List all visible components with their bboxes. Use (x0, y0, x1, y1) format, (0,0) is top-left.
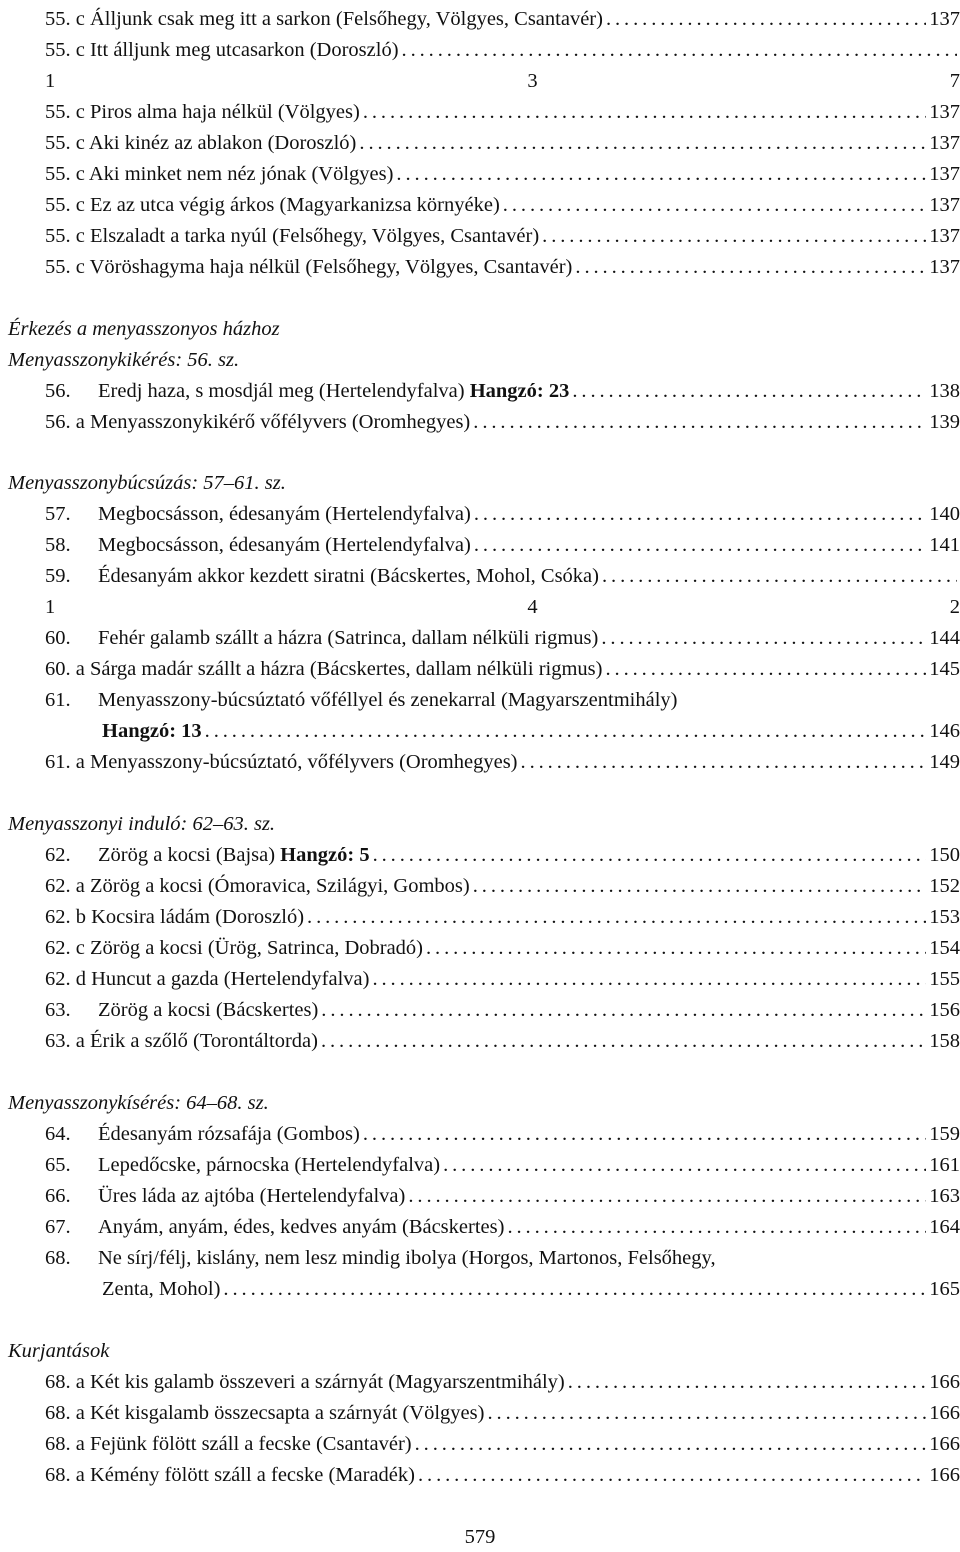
entry-page: 137 (929, 8, 960, 30)
entry-page: 159 (929, 1123, 960, 1145)
entry-number: 68. (45, 1247, 71, 1269)
entry-label: 62. d Huncut a gazda (Hertelendyfalva) (45, 968, 370, 990)
entry-number: 60. (45, 627, 71, 649)
toc-entry (0, 1460, 960, 1491)
entry-page: 166 (929, 1464, 960, 1486)
entry-label: Anyám, anyám, édes, kedves anyám (Bácskertes) (98, 1216, 505, 1238)
entry-label: 55. c Aki kinéz az ablakon (Doroszló) (45, 132, 357, 154)
entry-label: 68. a Két kisgalamb összecsapta a szárnyát (Völgyes) (45, 1402, 485, 1424)
toc-entry (0, 530, 960, 561)
toc-entry (0, 1367, 960, 1398)
entry-label: 55. c Itt álljunk meg utcasarkon (Doroszló) (45, 39, 399, 61)
toc-entry (0, 902, 960, 933)
page-digit: 2 (949, 596, 960, 618)
entry-page: 164 (929, 1216, 960, 1238)
toc-entry (0, 97, 960, 128)
section-heading: Menyasszonykísérés: 64–68. sz. (8, 1092, 269, 1114)
entry-page: 144 (929, 627, 960, 649)
entry-label: 63. a Érik a szőlő (Torontáltorda) (45, 1030, 318, 1052)
entry-label: Fehér galamb szállt a házra (Satrinca, dallam nélküli rigmus) (98, 627, 599, 649)
entry-page: 137 (929, 101, 960, 123)
entry-label: Zörög a kocsi (Bácskertes) (98, 999, 319, 1021)
entry-page: 137 (929, 256, 960, 278)
page-number: 579 (464, 1526, 496, 1548)
toc-entry (0, 190, 960, 221)
entry-label: 62. a Zörög a kocsi (Ómoravica, Szilágyi, Gombos) (45, 875, 470, 897)
entry-label: Üres láda az ajtóba (Hertelendyfalva) (98, 1185, 406, 1207)
entry-page: 150 (929, 844, 960, 866)
entry-label: Megbocsásson, édesanyám (Hertelendyfalva) (98, 534, 471, 556)
entry-label: 68. a Két kis galamb összeveri a szárnyát (Magyarszentmihály) (45, 1371, 565, 1393)
audio-track-label: Hangzó: 5 (280, 844, 370, 866)
page-digit: 1 (45, 70, 56, 92)
audio-track-label: Hangzó: 13 (102, 720, 202, 742)
toc-entry (0, 871, 960, 902)
toc-entry (0, 747, 960, 778)
section-heading: Menyasszonyi induló: 62–63. sz. (8, 813, 276, 835)
toc-entry (0, 1398, 960, 1429)
entry-page: 166 (929, 1402, 960, 1424)
toc-entry (0, 1150, 960, 1181)
entry-page: 137 (929, 163, 960, 185)
entry-label: 68. a Fejünk fölött száll a fecske (Csantavér) (45, 1433, 412, 1455)
toc-entry (0, 1274, 960, 1305)
section-heading: Érkezés a menyasszonyos házhoz (8, 318, 280, 340)
toc-entry (0, 1243, 960, 1274)
entry-label: 68. a Kémény fölött száll a fecske (Maradék) (45, 1464, 415, 1486)
entry-label: Zörög a kocsi (Bajsa) (98, 844, 281, 866)
toc-entry (0, 159, 960, 190)
toc-entry-page-split (0, 66, 960, 97)
entry-number: 61. (45, 689, 71, 711)
entry-label: Zenta, Mohol) (102, 1278, 221, 1300)
toc-entry (0, 499, 960, 530)
entry-number: 66. (45, 1185, 71, 1207)
entry-page: 155 (929, 968, 960, 990)
entry-number: 56. (45, 380, 71, 402)
toc-entry (0, 623, 960, 654)
toc-entry (0, 1212, 960, 1243)
entry-page: 154 (929, 937, 960, 959)
entry-page: 152 (929, 875, 960, 897)
entry-page: 137 (929, 194, 960, 216)
entry-label: 55. c Aki minket nem néz jónak (Völgyes) (45, 163, 394, 185)
entry-label: Édesanyám akkor kezdett siratni (Bácskertes, Mohol, Csóka) (98, 565, 599, 587)
toc-entry (0, 376, 960, 407)
toc-entry (0, 1429, 960, 1460)
entry-number: 67. (45, 1216, 71, 1238)
entry-label: 62. b Kocsira ládám (Doroszló) (45, 906, 305, 928)
section-heading: Kurjantások (8, 1340, 110, 1362)
entry-label: 60. a Sárga madár szállt a házra (Bácskertes, dallam nélküli rigmus) (45, 658, 603, 680)
entry-number: 65. (45, 1154, 71, 1176)
toc-entry (0, 933, 960, 964)
entry-page: 165 (929, 1278, 960, 1300)
page-digit: 1 (45, 596, 56, 618)
page-digit: 4 (527, 596, 538, 618)
section-heading: Menyasszonykikérés: 56. sz. (8, 349, 240, 371)
entry-page: 140 (929, 503, 960, 525)
entry-label: Lepedőcske, párnocska (Hertelendyfalva) (98, 1154, 441, 1176)
entry-label: 55. c Piros alma haja nélkül (Völgyes) (45, 101, 360, 123)
entry-page: 137 (929, 225, 960, 247)
entry-number: 57. (45, 503, 71, 525)
toc-entry (0, 252, 960, 283)
entry-label: 55. c Elszaladt a tarka nyúl (Felsőhegy, Völgyes, Csantavér) (45, 225, 540, 247)
entry-label: Megbocsásson, édesanyám (Hertelendyfalva) (98, 503, 471, 525)
entry-label: 56. a Menyasszonykikérő vőfélyvers (Oromhegyes) (45, 411, 471, 433)
toc-entry-page-split (0, 592, 960, 623)
entry-page: 137 (929, 132, 960, 154)
entry-page: 156 (929, 999, 960, 1021)
entry-page: 138 (929, 380, 960, 402)
entry-number: 59. (45, 565, 71, 587)
entry-label: Ne sírj/félj, kislány, nem lesz mindig ibolya (Horgos, Martonos, Felsőhegy, (98, 1247, 716, 1269)
toc-entry (0, 995, 960, 1026)
entry-page: 163 (929, 1185, 960, 1207)
entry-label: Édesanyám rózsafája (Gombos) (98, 1123, 360, 1145)
toc-entry (0, 840, 960, 871)
entry-page: 145 (929, 658, 960, 680)
entry-page: 158 (929, 1030, 960, 1052)
entry-label: Menyasszony-búcsúztató vőféllyel és zenekarral (Magyarszentmihály) (98, 689, 678, 711)
entry-page: 149 (929, 751, 960, 773)
audio-track-label: Hangzó: 23 (469, 380, 570, 402)
toc-entry (0, 4, 960, 35)
page-digit: 3 (527, 70, 538, 92)
entry-label: Eredj haza, s mosdjál meg (Hertelendyfalva) (98, 380, 470, 402)
entry-page: 166 (929, 1371, 960, 1393)
entry-number: 58. (45, 534, 71, 556)
toc-entry (0, 964, 960, 995)
toc-entry (0, 221, 960, 252)
entry-label: 55. c Ez az utca végig árkos (Magyarkanizsa környéke) (45, 194, 500, 216)
entry-number: 62. (45, 844, 71, 866)
entry-page: 146 (929, 720, 960, 742)
entry-label: 62. c Zörög a kocsi (Ürög, Satrinca, Dobradó) (45, 937, 423, 959)
entry-page: 139 (929, 411, 960, 433)
toc-entry (0, 407, 960, 438)
entry-label: 61. a Menyasszony-búcsúztató, vőfélyvers (Oromhegyes) (45, 751, 518, 773)
toc-entry (0, 716, 960, 747)
entry-page: 153 (929, 906, 960, 928)
toc-entry (0, 1026, 960, 1057)
toc-entry (0, 1119, 960, 1150)
toc-entry (0, 128, 960, 159)
toc-entry (0, 654, 960, 685)
entry-page: 141 (929, 534, 960, 556)
section-heading: Menyasszonybúcsúzás: 57–61. sz. (8, 472, 286, 494)
toc-entry (0, 1181, 960, 1212)
toc-entry (0, 35, 960, 66)
entry-label: 55. c Álljunk csak meg itt a sarkon (Felsőhegy, Völgyes, Csantavér) (45, 8, 603, 30)
entry-page: 161 (929, 1154, 960, 1176)
entry-label: 55. c Vöröshagyma haja nélkül (Felsőhegy, Völgyes, Csantavér) (45, 256, 573, 278)
toc-entry (0, 685, 960, 716)
entry-number: 64. (45, 1123, 71, 1145)
page-digit: 7 (949, 70, 960, 92)
toc-entry (0, 561, 960, 592)
entry-page: 166 (929, 1433, 960, 1455)
entry-number: 63. (45, 999, 71, 1021)
